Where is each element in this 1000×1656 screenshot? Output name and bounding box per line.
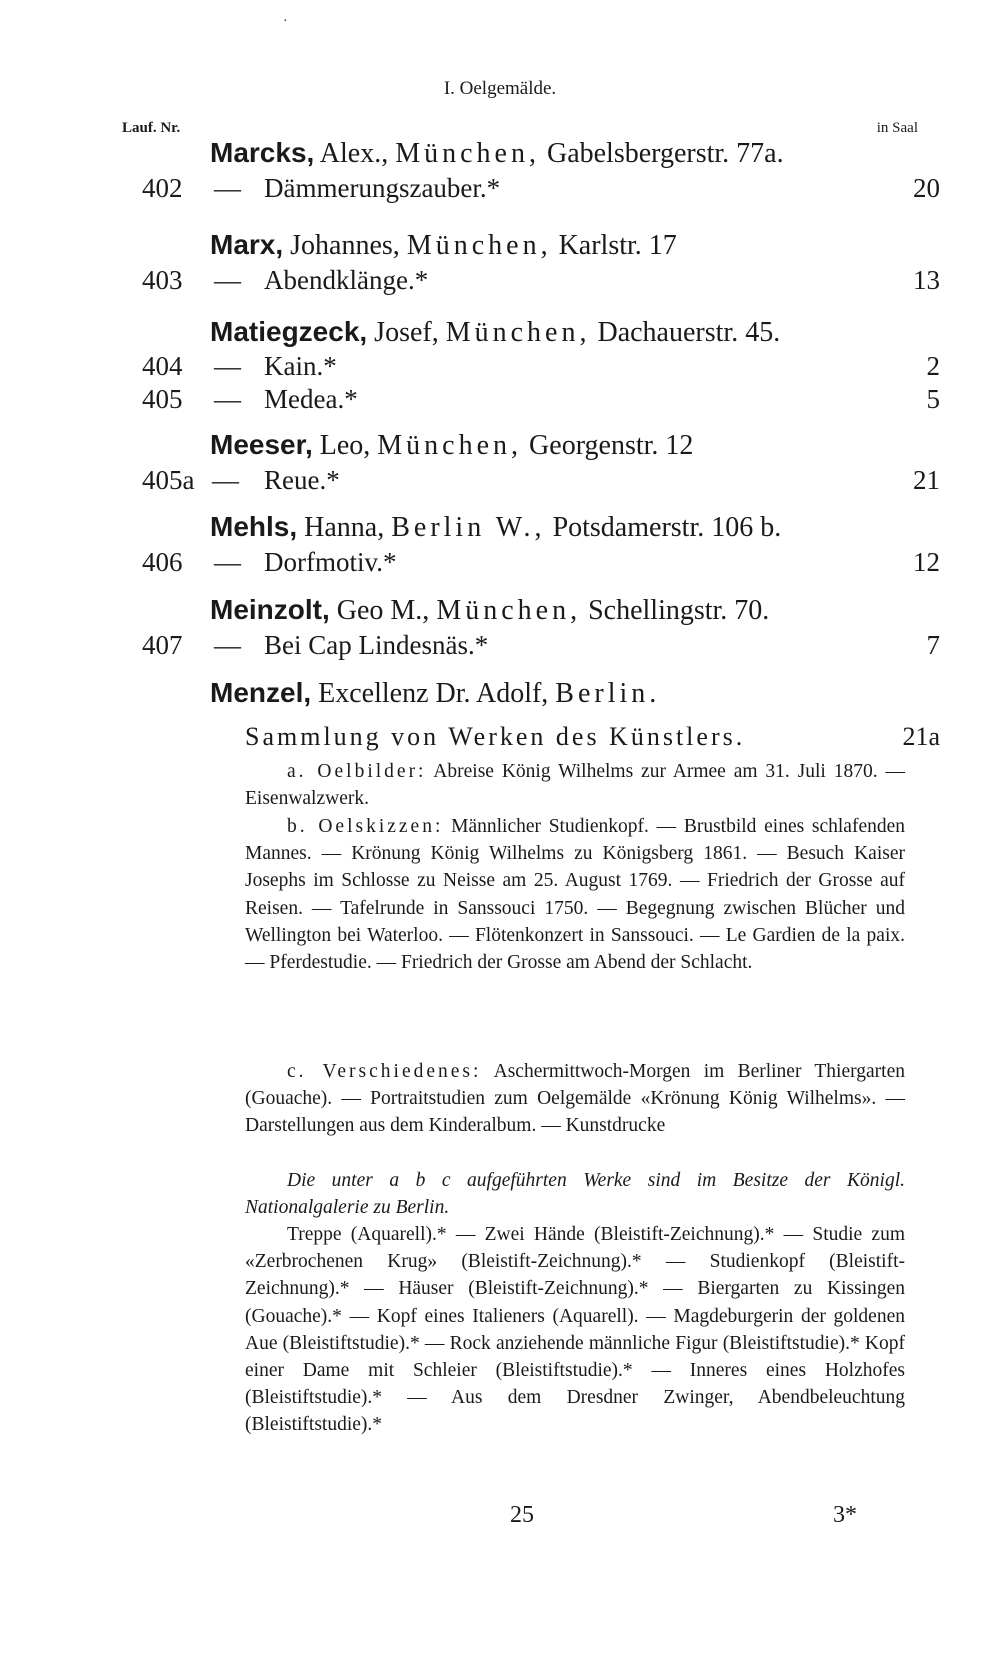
artist-heading — [210, 136, 784, 171]
ownership-note-text: Die unter a b c aufgeführten Werke sind im Besitze der Königl. Nationalgalerie zu Berlin. — [245, 1170, 905, 1219]
artist-address: Gabelsbergerstr. 77a. — [546, 138, 784, 169]
artist-heading — [210, 676, 660, 711]
collection-room: 21a — [902, 722, 940, 751]
artist-city: Berlin W., — [391, 512, 546, 543]
entry-dash: — — [214, 265, 241, 295]
artist-surname: Marx, — [210, 229, 284, 260]
artist-city: München, — [406, 230, 552, 261]
section-c-text: Aschermittwoch-Morgen im Berliner Thiergarten (Gouache). — Portraitstudien zum Oelgemälde «Krönung König Wilhelms». — Darstellungen aus dem Kinderalbum. — Kunstdrucke — [245, 1061, 905, 1137]
collection-section-c — [245, 1058, 905, 1140]
entry-dash: — — [214, 630, 241, 660]
artist-surname: Matiegzeck, — [210, 316, 368, 347]
entry-dash: — — [214, 173, 241, 203]
artist-address: Potsdamerstr. 106 b. — [552, 512, 782, 543]
artist-heading — [210, 228, 677, 263]
section-title: I. Oelgemälde. — [443, 78, 557, 99]
artist-given-name: Josef, — [374, 317, 439, 348]
artist-given-name: Alex., — [319, 138, 389, 169]
artist-heading — [210, 510, 781, 545]
artist-surname: Meeser, — [210, 429, 313, 460]
artist-address: Georgenstr. 12 — [529, 430, 694, 461]
entry-room: 5 — [926, 384, 940, 414]
entry-dash: — — [212, 465, 239, 495]
entry-room: 21 — [913, 465, 940, 495]
collection-heading: Sammlung von Werken des Künstlers. — [245, 722, 746, 751]
entry-title: Kain.* — [264, 351, 337, 381]
artist-heading — [210, 593, 769, 628]
artist-city: Berlin. — [555, 678, 661, 709]
entry-number: 406 — [142, 547, 183, 577]
entry-room: 20 — [913, 173, 940, 203]
artist-surname: Menzel, — [210, 677, 312, 708]
entry-title: Reue.* — [264, 465, 340, 495]
section-a-text: Abreise König Wilhelms zur Armee am 31. Juli 1870. — Eisenwalzwerk. — [245, 761, 905, 810]
entry-number: 403 — [142, 265, 183, 295]
artist-heading — [210, 428, 693, 463]
section-c-label: c. Verschiedenes: — [287, 1061, 482, 1082]
entry-room: 2 — [926, 351, 940, 381]
signature-mark: 3* — [833, 1502, 857, 1528]
entry-title: Dorfmotiv.* — [264, 547, 397, 577]
artist-given-name: Geo M., — [336, 595, 430, 626]
artist-city: München, — [377, 430, 523, 461]
entry-number: 407 — [142, 630, 183, 660]
artist-given-name: Hanna, — [304, 512, 385, 543]
entry-room: 13 — [913, 265, 940, 295]
section-b-text: Männlicher Studienkopf. — Brustbild eines schlafenden Mannes. — Krönung König Wilhelms zu Königsberg 1861. — Besuch Kaiser Josephs im Schlosse zu Neisse am 25. August 1769. — Friedrich der Grosse auf Reisen. — Tafelrunde in Sanssouci 1750. — Begegnung zwischen Blücher und Wellington bei Waterloo. — Flötenkonzert in Sanssouci. — Le Gardien de la paix. — Pferdestudie. — Friedrich der Grosse am Abend der Schlacht. — [245, 816, 906, 974]
artist-address: Schellingstr. 70. — [588, 595, 770, 626]
artist-address: Karlstr. 17 — [558, 230, 677, 261]
entry-number: 405a — [142, 465, 195, 495]
entry-dash: — — [214, 351, 241, 381]
collection-section-b — [245, 813, 905, 976]
entry-number: 402 — [142, 173, 183, 203]
entry-title: Abendklänge.* — [264, 265, 429, 295]
column-header-number: Lauf. Nr. — [122, 120, 181, 136]
entry-room: 7 — [926, 630, 940, 660]
artist-surname: Mehls, — [210, 511, 298, 542]
artist-surname: Meinzolt, — [210, 594, 330, 625]
artist-surname: Marcks, — [210, 137, 315, 168]
column-header-room: in Saal — [876, 120, 918, 136]
entry-dash: — — [214, 384, 241, 414]
artist-given-name: Johannes, — [290, 230, 400, 261]
artist-city: München, — [436, 595, 582, 626]
entry-dash: — — [214, 547, 241, 577]
section-a-label: a. Oelbilder: — [287, 761, 427, 782]
artist-city: München, — [395, 138, 540, 169]
top-mark: · — [283, 14, 288, 29]
artist-given-name: Leo, — [319, 430, 371, 461]
artist-given-name: Excellenz Dr. Adolf, — [318, 678, 549, 709]
section-d-text: Treppe (Aquarell).* — Zwei Hände (Bleistift-Zeichnung).* — Studie zum «Zerbrochenen Krug» (Bleistift-Zeichnung).* — Studienkopf (Bleistift-Zeichnung).* — Häuser (Bleistift-Zeichnung).* — Biergarten zu Kissingen (Gouache).* — Kopf eines Italieners (Aquarell). — Magdeburgerin der goldenen Aue (Bleistiftstudie).* — Rock anziehende männliche Figur (Bleistiftstudie).* Kopf einer Dame mit Schleier (Bleistiftstudie).* — Inneres eines Holzhofes (Bleistiftstudie).* — Aus dem Dresdner Zwinger, Abendbeleuchtung (Bleistiftstudie).* — [245, 1224, 905, 1436]
entry-number: 404 — [142, 351, 183, 381]
entry-number: 405 — [142, 384, 183, 414]
entry-title: Dämmerungszauber.* — [264, 173, 501, 203]
artist-address: Dachauerstr. 45. — [597, 317, 781, 348]
artist-heading — [210, 315, 780, 350]
page-number: 25 — [510, 1502, 534, 1528]
artist-city: München, — [445, 317, 591, 348]
ownership-note — [245, 1167, 905, 1221]
collection-section-d — [245, 1221, 905, 1439]
entry-room: 12 — [913, 547, 940, 577]
collection-section-a — [245, 758, 905, 812]
section-b-label: b. Oelskizzen: — [287, 816, 444, 837]
entry-title: Bei Cap Lindesnäs.* — [264, 630, 489, 660]
entry-title: Medea.* — [264, 384, 358, 414]
